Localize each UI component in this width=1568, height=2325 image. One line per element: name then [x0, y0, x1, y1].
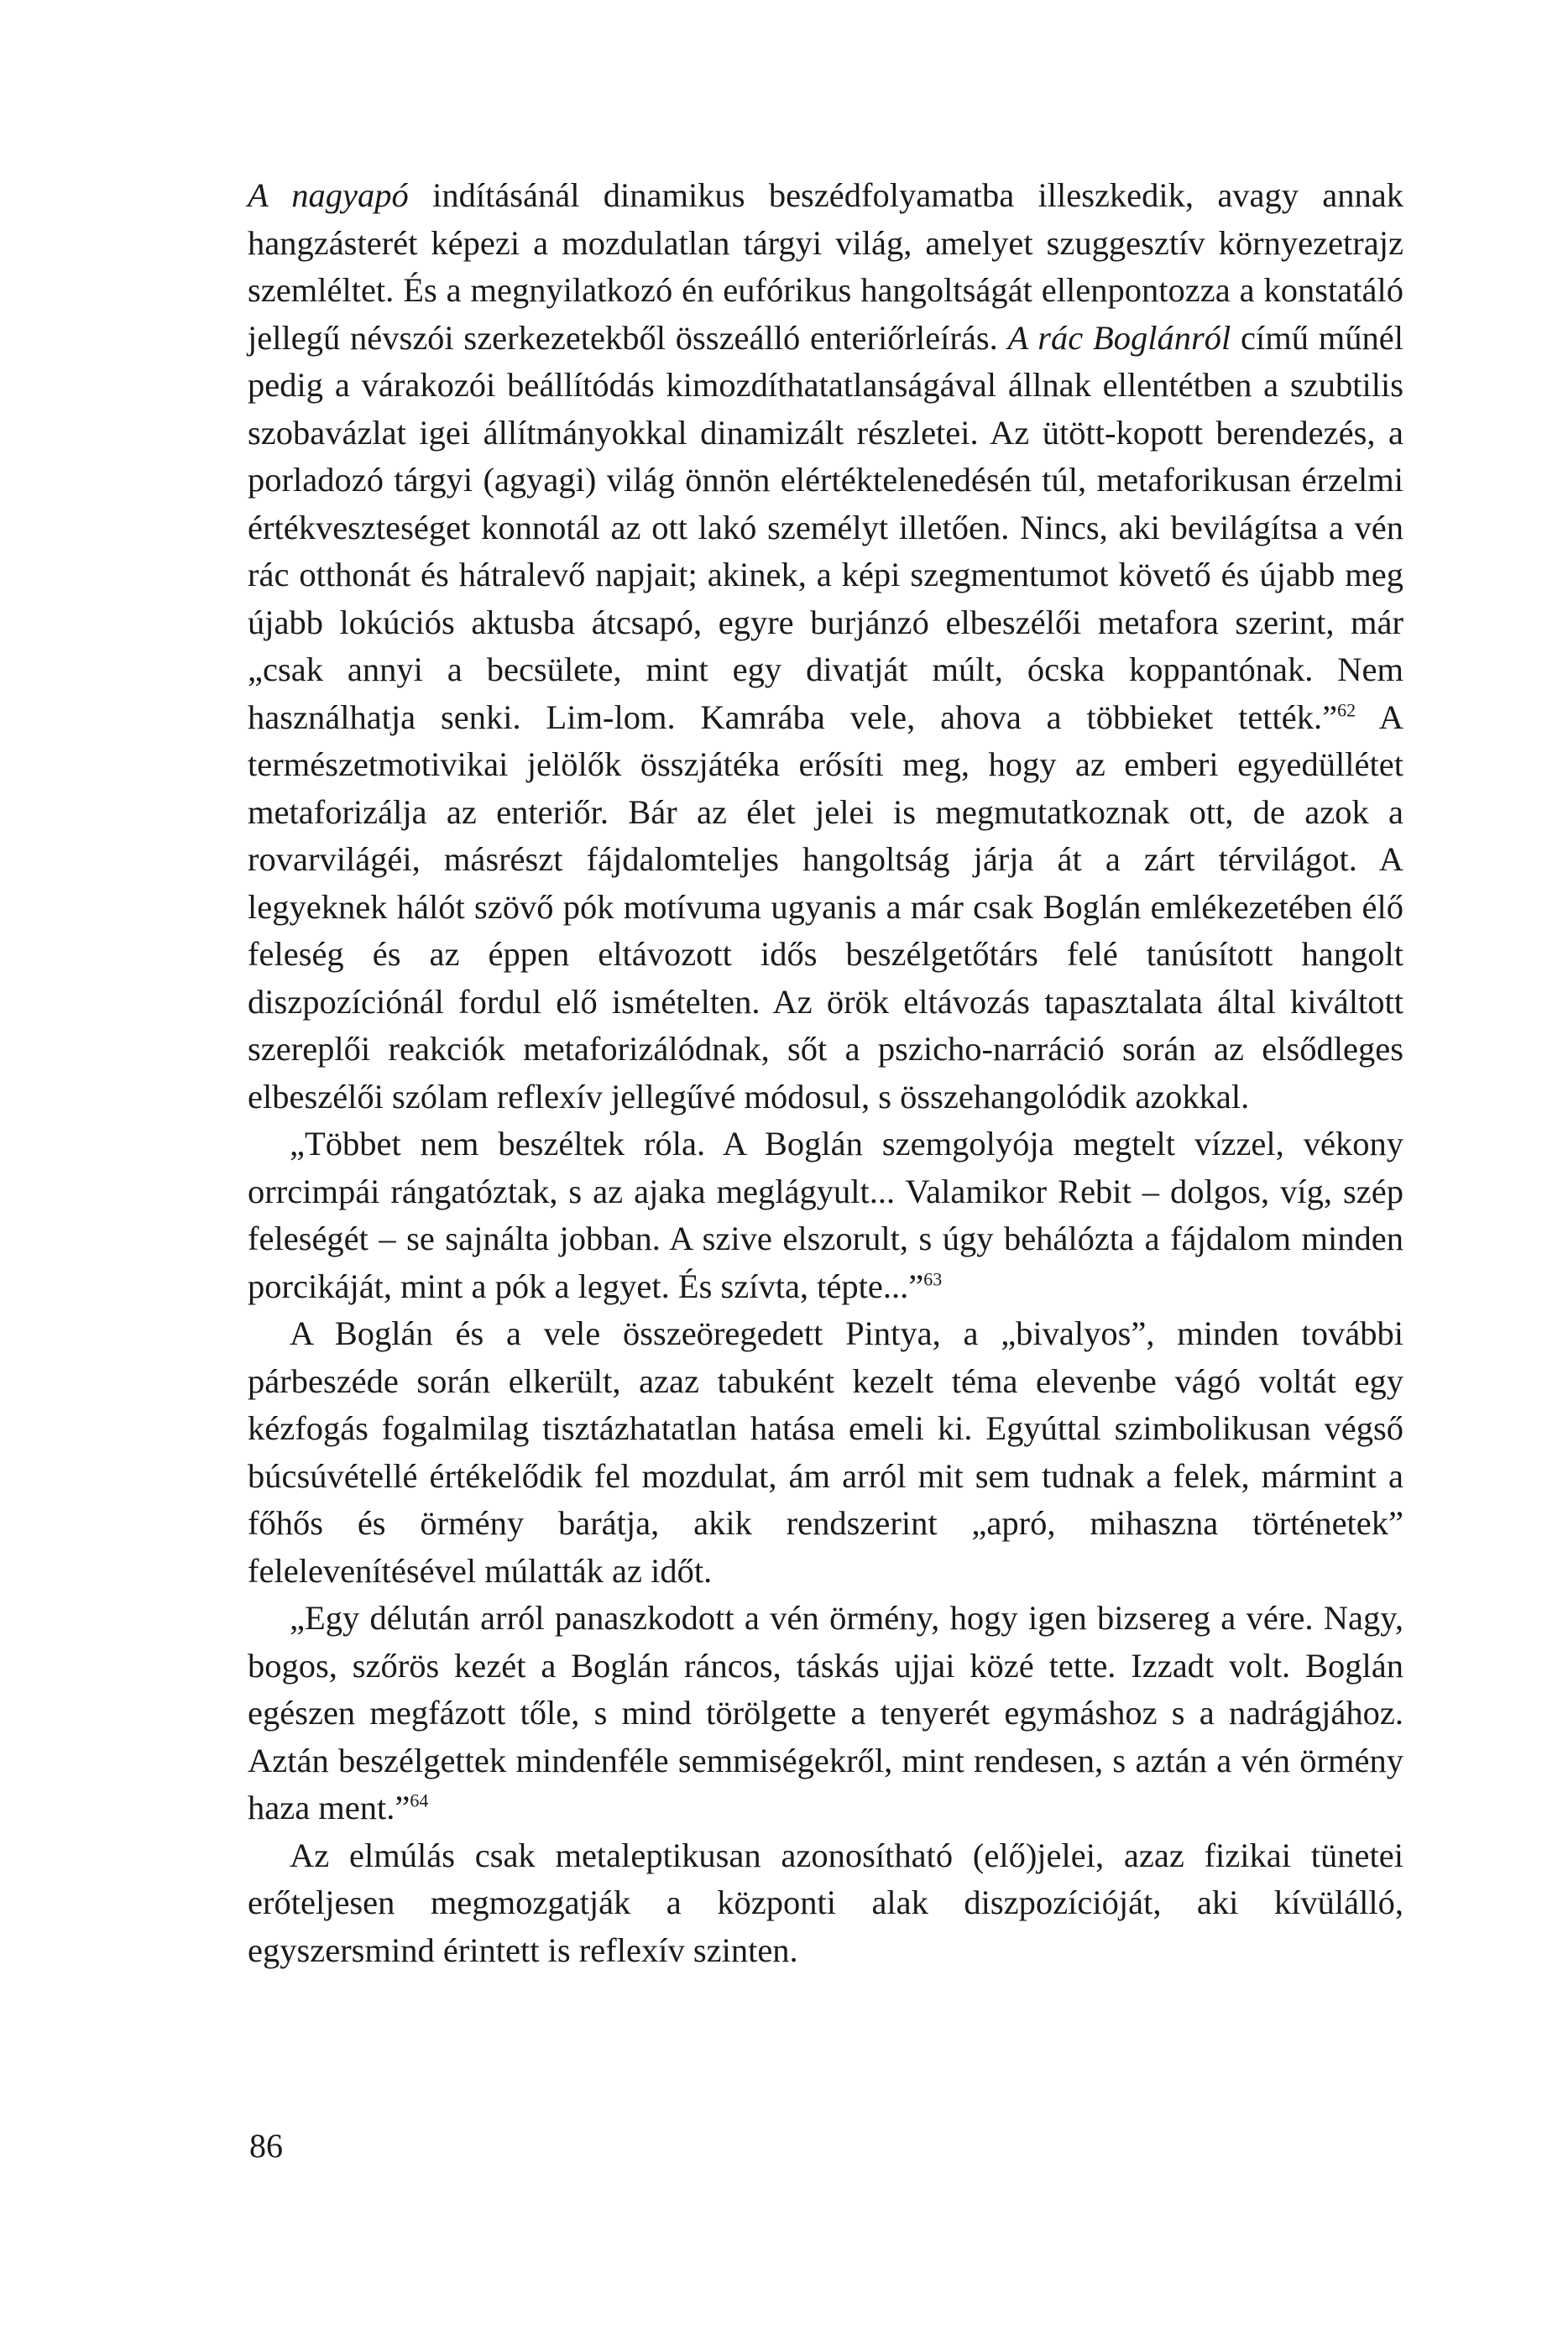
- paragraph: [248, 1121, 1403, 1310]
- paragraph: [248, 172, 1403, 1121]
- paragraph: [248, 1832, 1403, 1975]
- italic-title: A rác Boglánról: [1007, 318, 1231, 357]
- text-run: Az elmúlás csak metaleptikusan azonosítható (elő)jelei, azaz fizikai tünetei erőteljesen megmozgatják a központi alak diszpozícióját, aki kívülálló, egyszersmind érintett is reflexív szinten.: [248, 1836, 1403, 1969]
- text-run: A Boglán és a vele összeöregedett Pintya, a „bivalyos”, minden további párbeszéde során elkerült, azaz tabuként kezelt téma elevenbe vágó voltát egy kézfogás fogalmilag tisztázhatatlan hatása emeli ki. Egyúttal szimbolikusan végső búcsúvétellé értékelődik fel mozdulat, ám arról mit sem tudnak a felek, mármint a főhős és örmény barátja, akik rendszerint „apró, mihaszna történetek” felelevenítésével múlatták az időt.: [248, 1314, 1403, 1590]
- text-flow: [248, 172, 1403, 1974]
- page-body: [248, 172, 1403, 1974]
- text-run: című műnél pedig a várakozói beállítódás kimozdíthatatlanságával állnak ellentétben a szubtilis szobavázlat igei állítmányokkal dinamizált részletei. Az ütött-kopott berendezés, a porladozó tárgyi (agyagi) világ önnön elértéktelenedésén túl, metaforikusan érzelmi értékveszteséget konnotál az ott lakó személyt illetően. Nincs, aki bevilágítsa a vén rác otthonát és hátralevő napjait; akinek, a képi szegmentumot követő és újabb meg újabb lokúciós aktusba átcsapó, egyre burjánzó elbeszélői metafora szerint, már „csak annyi a becsülete, mint egy divatját múlt, ócska koppantónak. Nem használhatja senki. Lim-lom. Kamrába vele, ahova a többieket tették.”: [248, 318, 1403, 736]
- paragraph: [248, 1595, 1403, 1832]
- footnote-marker: 62: [1337, 699, 1356, 720]
- page-number: 86: [249, 2127, 283, 2165]
- text-run: „Többet nem beszéltek róla. A Boglán szemgolyója megtelt vízzel, vékony orrcimpái rángatóztak, s az ajaka meglágyult... Valamikor Rebit – dolgos, víg, szép feleségét – se sajnálta jobban. A szive elszorult, s úgy behálózta a fájdalom minden porcikáját, mint a pók a legyet. És szívta, tépte...”: [248, 1125, 1403, 1305]
- footnote-marker: 64: [410, 1789, 429, 1811]
- text-run: „Egy délután arról panaszkodott a vén örmény, hogy igen bizsereg a vére. Nagy, bogos, szőrös kezét a Boglán ráncos, táskás ujjai közé tette. Izzadt volt. Boglán egészen megfázott tőle, s mind törölgette a tenyerét egymáshoz s a nadrágjához. Aztán beszélgettek mindenféle semmiségekről, mint rendesen, s aztán a vén örmény haza ment.”: [248, 1599, 1403, 1826]
- italic-title: A nagyapó: [248, 176, 409, 214]
- footnote-marker: 63: [923, 1268, 943, 1289]
- text-run: A természetmotivikai jelölők összjátéka erősíti meg, hogy az emberi egyedüllétet metaforizálja az enteriőr. Bár az élet jelei is megmutatkoznak ott, de azok a rovarvilágéi, másrészt fájdalomteljes hangoltság járja át a zárt térvilágot. A legyeknek hálót szövő pók motívuma ugyanis a már csak Boglán emlékezetében élő feleség és az éppen eltávozott idős beszélgetőtárs felé tanúsított hangolt diszpozíciónál fordul elő ismételten. Az örök eltávozás tapasztalata által kiváltott szereplői reakciók metaforizálódnak, sőt a pszicho-narráció során az elsődleges elbeszélői szólam reflexív jellegűvé módosul, s összehangolódik azokkal.: [248, 698, 1404, 1115]
- text-run: indításánál dinamikus beszédfolyamatba illeszkedik, avagy annak hangzásterét képezi a mozdulatlan tárgyi világ, amelyet szuggesztív környezetrajz szemléltet. És a megnyilatkozó én eufórikus hangoltságát ellenpontozza a konstatáló jellegű névszói szerkezetekből összeálló enteriőrleírás.: [248, 176, 1404, 357]
- paragraph: [248, 1310, 1403, 1595]
